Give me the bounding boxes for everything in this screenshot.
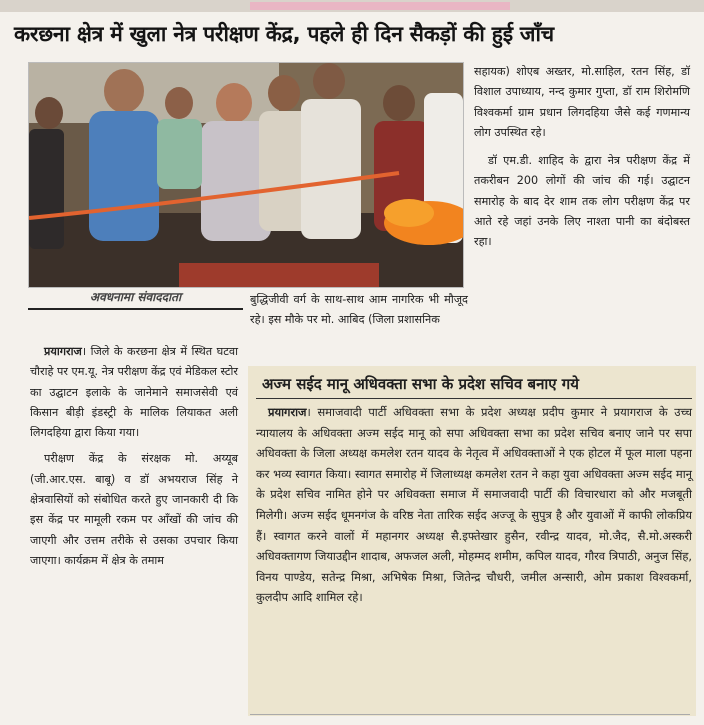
- top-color-band: [250, 2, 510, 10]
- article1-paragraph5: डॉ एम.डी. शाहिद के द्वारा नेत्र परीक्षण केंद्र में तकरीबन 200 लोगों की जांच की गई। उद्घाटन समारोह के बाद देर शाम तक लोग परीक्षण केंद्र पर आते रहे जहां उनके लिए नाश्ता पानी का बंदोबस्त रहा।: [474, 154, 690, 249]
- caption-divider: [28, 308, 243, 310]
- article1-column3: [474, 62, 690, 360]
- bottom-edge: [250, 714, 690, 725]
- dateline: प्रयागराज: [44, 345, 82, 358]
- ribbon-cutting-photo-icon: [29, 63, 463, 287]
- news-photo: [28, 62, 464, 288]
- article1-column1: [30, 342, 238, 714]
- top-strip: [0, 0, 704, 12]
- article2-title-divider: [256, 398, 692, 399]
- article1-paragraph2: परीक्षण केंद्र के संरक्षक मो. अय्यूब (जी.आर.एस. बाबू) व डॉ अभयराज सिंह ने क्षेत्रवासियों को संबोधित करते हुए जानकारी दी कि इस केंद्र पर मामूली रकम पर आँखों की जांच की जाएगी और उत्तम तरीके से उसका उपचार किया जाएगा। कार्यक्रम में क्षेत्र के तमाम: [30, 452, 238, 567]
- article2-dateline: प्रयागराज: [268, 405, 307, 419]
- article2-title: अज्म सईद मानू अधिवक्ता सभा के प्रदेश सचिव बनाए गये: [262, 375, 579, 393]
- headline: करछना क्षेत्र में खुला नेत्र परीक्षण केंद्र, पहले ही दिन सैकड़ों की हुई जाँच: [14, 22, 554, 46]
- article2-body: [256, 402, 692, 714]
- article2-paragraph: प्रयागराज। समाजवादी पार्टी अधिवक्ता सभा के प्रदेश अध्यक्ष प्रदीप कुमार ने प्रयागराज के उच्च न्यायालय के अधिवक्ता अज्म सईद मानू को सपा अधिवक्ता सभा का प्रदेश सचिव बनाए जाने पर सपा अधिवक्ता के जिला अध्यक्ष कमलेश रतन यादव के नेतृत्व में अधिवक्ताओं ने एक होटल में फूल माला पहना कर भव्य स्वागत किया। स्वागत समारोह में जिलाध्यक्ष कमलेश रतन ने कहा युवा अधिवक्ता अज्म सईद मानू के प्रदेश सचिव नामित होने पर अधिवक्ता समाज में समाजवादी पार्टी की विचारधारा को और मजबूती मिलेगी। अज्म सईद धूमनगंज के वरिष्ठ नेता तारिक सईद अज्जू के सुपुत्र है और युवाओं में काफी लोकप्रिय हैं। स्वागत करने वालों में महानगर अध्यक्ष सै.इफ्तेखार हुसैन, रवीन्द्र यादव, मो.जैद, सै.मो.अस्करी अधिवक्तागण जियाउद्दीन शादाब, अफजल अली, मोहम्मद शमीम, कपिल यादव, गौरव त्रिपाठी, अनुज सिंह, विनय पाण्डेय, सतेन्द्र मिश्रा, अभिषेक मिश्रा, जितेन्द्र चौधरी, जमील अन्सारी, ओम प्रकाश विश्वकर्मा, कुलदीप आदि शामिल रहे।: [256, 405, 692, 605]
- photo-caption: अवधनामा संवाददाता: [89, 290, 182, 304]
- article1-paragraph1: प्रयागराज। जिले के करछना क्षेत्र में स्थित घटवा चौराहे पर एम.यू. नेत्र परीक्षण केंद्र एवं मेडिकल स्टोर का उद्घाटन इलाके के जानेमाने समाजसेवी एवं किसान बीड़ी इंडस्ट्री के मालिक लियाकत अली लिगदहिया द्वारा किया गया।: [30, 345, 238, 440]
- article1-paragraph4: सहायक) शोएब अख्तर, मो.साहिल, रतन सिंह, डॉ विशाल उपाध्याय, नन्द कुमार गुप्ता, डॉ राम शिरोमणि विश्वकर्मा ग्राम प्रधान लिगदहिया जैसे कई गणमान्य लोग उपस्थित रहे।: [474, 65, 690, 139]
- article1-column2: बुद्धिजीवी वर्ग के साथ-साथ आम नागरिक भी मौजूद रहे। इस मौके पर मो. आबिद (जिला प्रशासनिक: [250, 293, 468, 327]
